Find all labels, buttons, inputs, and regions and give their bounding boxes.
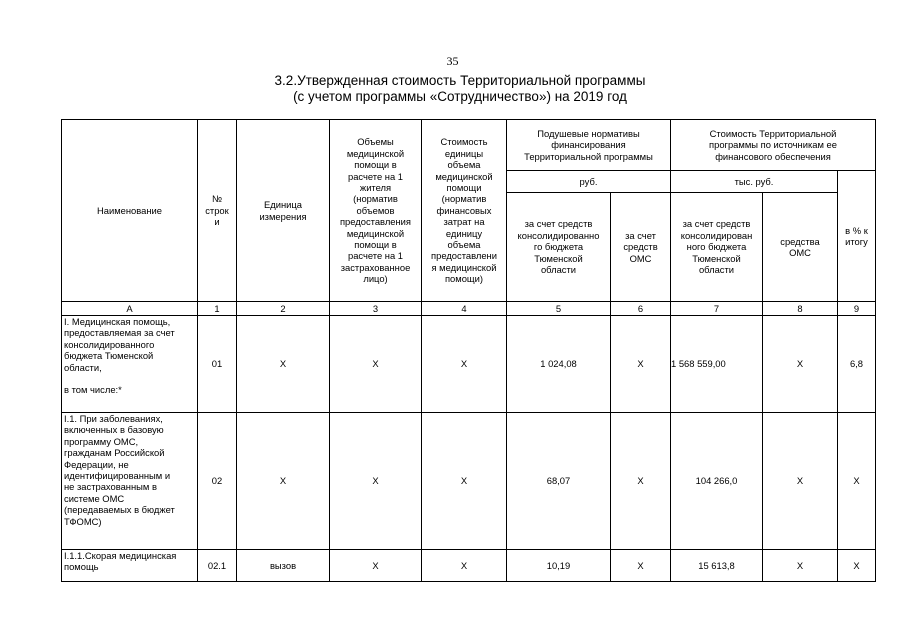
row-cell: Х bbox=[611, 316, 671, 413]
header-thous-rub: тыс. руб. bbox=[671, 171, 838, 193]
col-number: 8 bbox=[763, 302, 838, 316]
col-number: А bbox=[62, 302, 198, 316]
row-number: 02.1 bbox=[198, 550, 237, 582]
row-number: 01 bbox=[198, 316, 237, 413]
page-number: 35 bbox=[446, 54, 459, 68]
page-title bbox=[0, 73, 905, 105]
col-number: 6 bbox=[611, 302, 671, 316]
header-cost-oms: средства ОМС bbox=[763, 193, 838, 302]
table-row bbox=[62, 550, 876, 582]
row-number: 02 bbox=[198, 413, 237, 550]
row-name: I.1. При заболеваниях, включенных в базовую программу ОМС, гражданам Российской Федерации, не идентифицированным и не застрахованным в системе ОМС (передаваемых в бюджет ТФОМС) bbox=[62, 413, 198, 550]
col-number: 1 bbox=[198, 302, 237, 316]
row-cell: 1 024,08 bbox=[507, 316, 611, 413]
row-cell: 6,8 bbox=[838, 316, 876, 413]
row-cell: Х bbox=[611, 413, 671, 550]
column-number-row bbox=[62, 302, 876, 316]
header-per-capita-budget: за счет средств консолидированно го бюджета Тюменской области bbox=[507, 193, 611, 302]
row-cell: вызов bbox=[237, 550, 330, 582]
row-cell: Х bbox=[611, 550, 671, 582]
row-cell: Х bbox=[763, 316, 838, 413]
col-number: 7 bbox=[671, 302, 763, 316]
row-cell: Х bbox=[330, 413, 422, 550]
row-cell: Х bbox=[330, 316, 422, 413]
table-row bbox=[62, 316, 876, 413]
header-rub: руб. bbox=[507, 171, 671, 193]
header-row-number: № строк и bbox=[198, 120, 237, 302]
row-cell: 10,19 bbox=[507, 550, 611, 582]
row-cell: 1 568 559,00 bbox=[671, 316, 763, 413]
row-cell: Х bbox=[763, 550, 838, 582]
header-percent: в % к итогу bbox=[838, 171, 876, 302]
col-number: 5 bbox=[507, 302, 611, 316]
col-number: 3 bbox=[330, 302, 422, 316]
row-cell: Х bbox=[422, 316, 507, 413]
col-number: 2 bbox=[237, 302, 330, 316]
col-number: 9 bbox=[838, 302, 876, 316]
title-line-2: (с учетом программы «Сотрудничество») на 2019 год bbox=[293, 89, 627, 104]
title-line-1: 3.2.Утвержденная стоимость Территориальной программы bbox=[274, 73, 646, 88]
row-cell: Х bbox=[237, 316, 330, 413]
header-name: Наименование bbox=[62, 120, 198, 302]
col-number: 4 bbox=[422, 302, 507, 316]
header-cost: Стоимость Территориальной программы по источникам ее финансового обеспечения bbox=[671, 120, 876, 171]
row-cell: Х bbox=[838, 550, 876, 582]
row-name: I. Медицинская помощь, предоставляемая за счет консолидированного бюджета Тюменской области, в том числе:* bbox=[62, 316, 198, 413]
row-cell: 15 613,8 bbox=[671, 550, 763, 582]
header-unit-cost: Стоимость единицы объема медицинской помощи (норматив финансовых затрат на единицу объема предоставлени я медицинской помощи) bbox=[422, 120, 507, 302]
row-cell: Х bbox=[763, 413, 838, 550]
header-per-capita: Подушевые нормативы финансирования Территориальной программы bbox=[507, 120, 671, 171]
row-cell: Х bbox=[422, 413, 507, 550]
cost-table bbox=[61, 119, 876, 582]
row-cell: 104 266,0 bbox=[671, 413, 763, 550]
row-cell: Х bbox=[422, 550, 507, 582]
row-cell: 68,07 bbox=[507, 413, 611, 550]
header-unit: Единица измерения bbox=[237, 120, 330, 302]
table-row bbox=[62, 413, 876, 550]
header-cost-budget: за счет средств консолидирован ного бюджета Тюменской области bbox=[671, 193, 763, 302]
header-per-capita-oms: за счет средств ОМС bbox=[611, 193, 671, 302]
row-cell: Х bbox=[838, 413, 876, 550]
header-volumes: Объемы медицинской помощи в расчете на 1 жителя (норматив объемов предоставления медицинской помощи в расчете на 1 застрахованное лицо) bbox=[330, 120, 422, 302]
row-cell: Х bbox=[330, 550, 422, 582]
row-name: I.1.1.Скорая медицинская помощь bbox=[62, 550, 198, 582]
row-cell: Х bbox=[237, 413, 330, 550]
